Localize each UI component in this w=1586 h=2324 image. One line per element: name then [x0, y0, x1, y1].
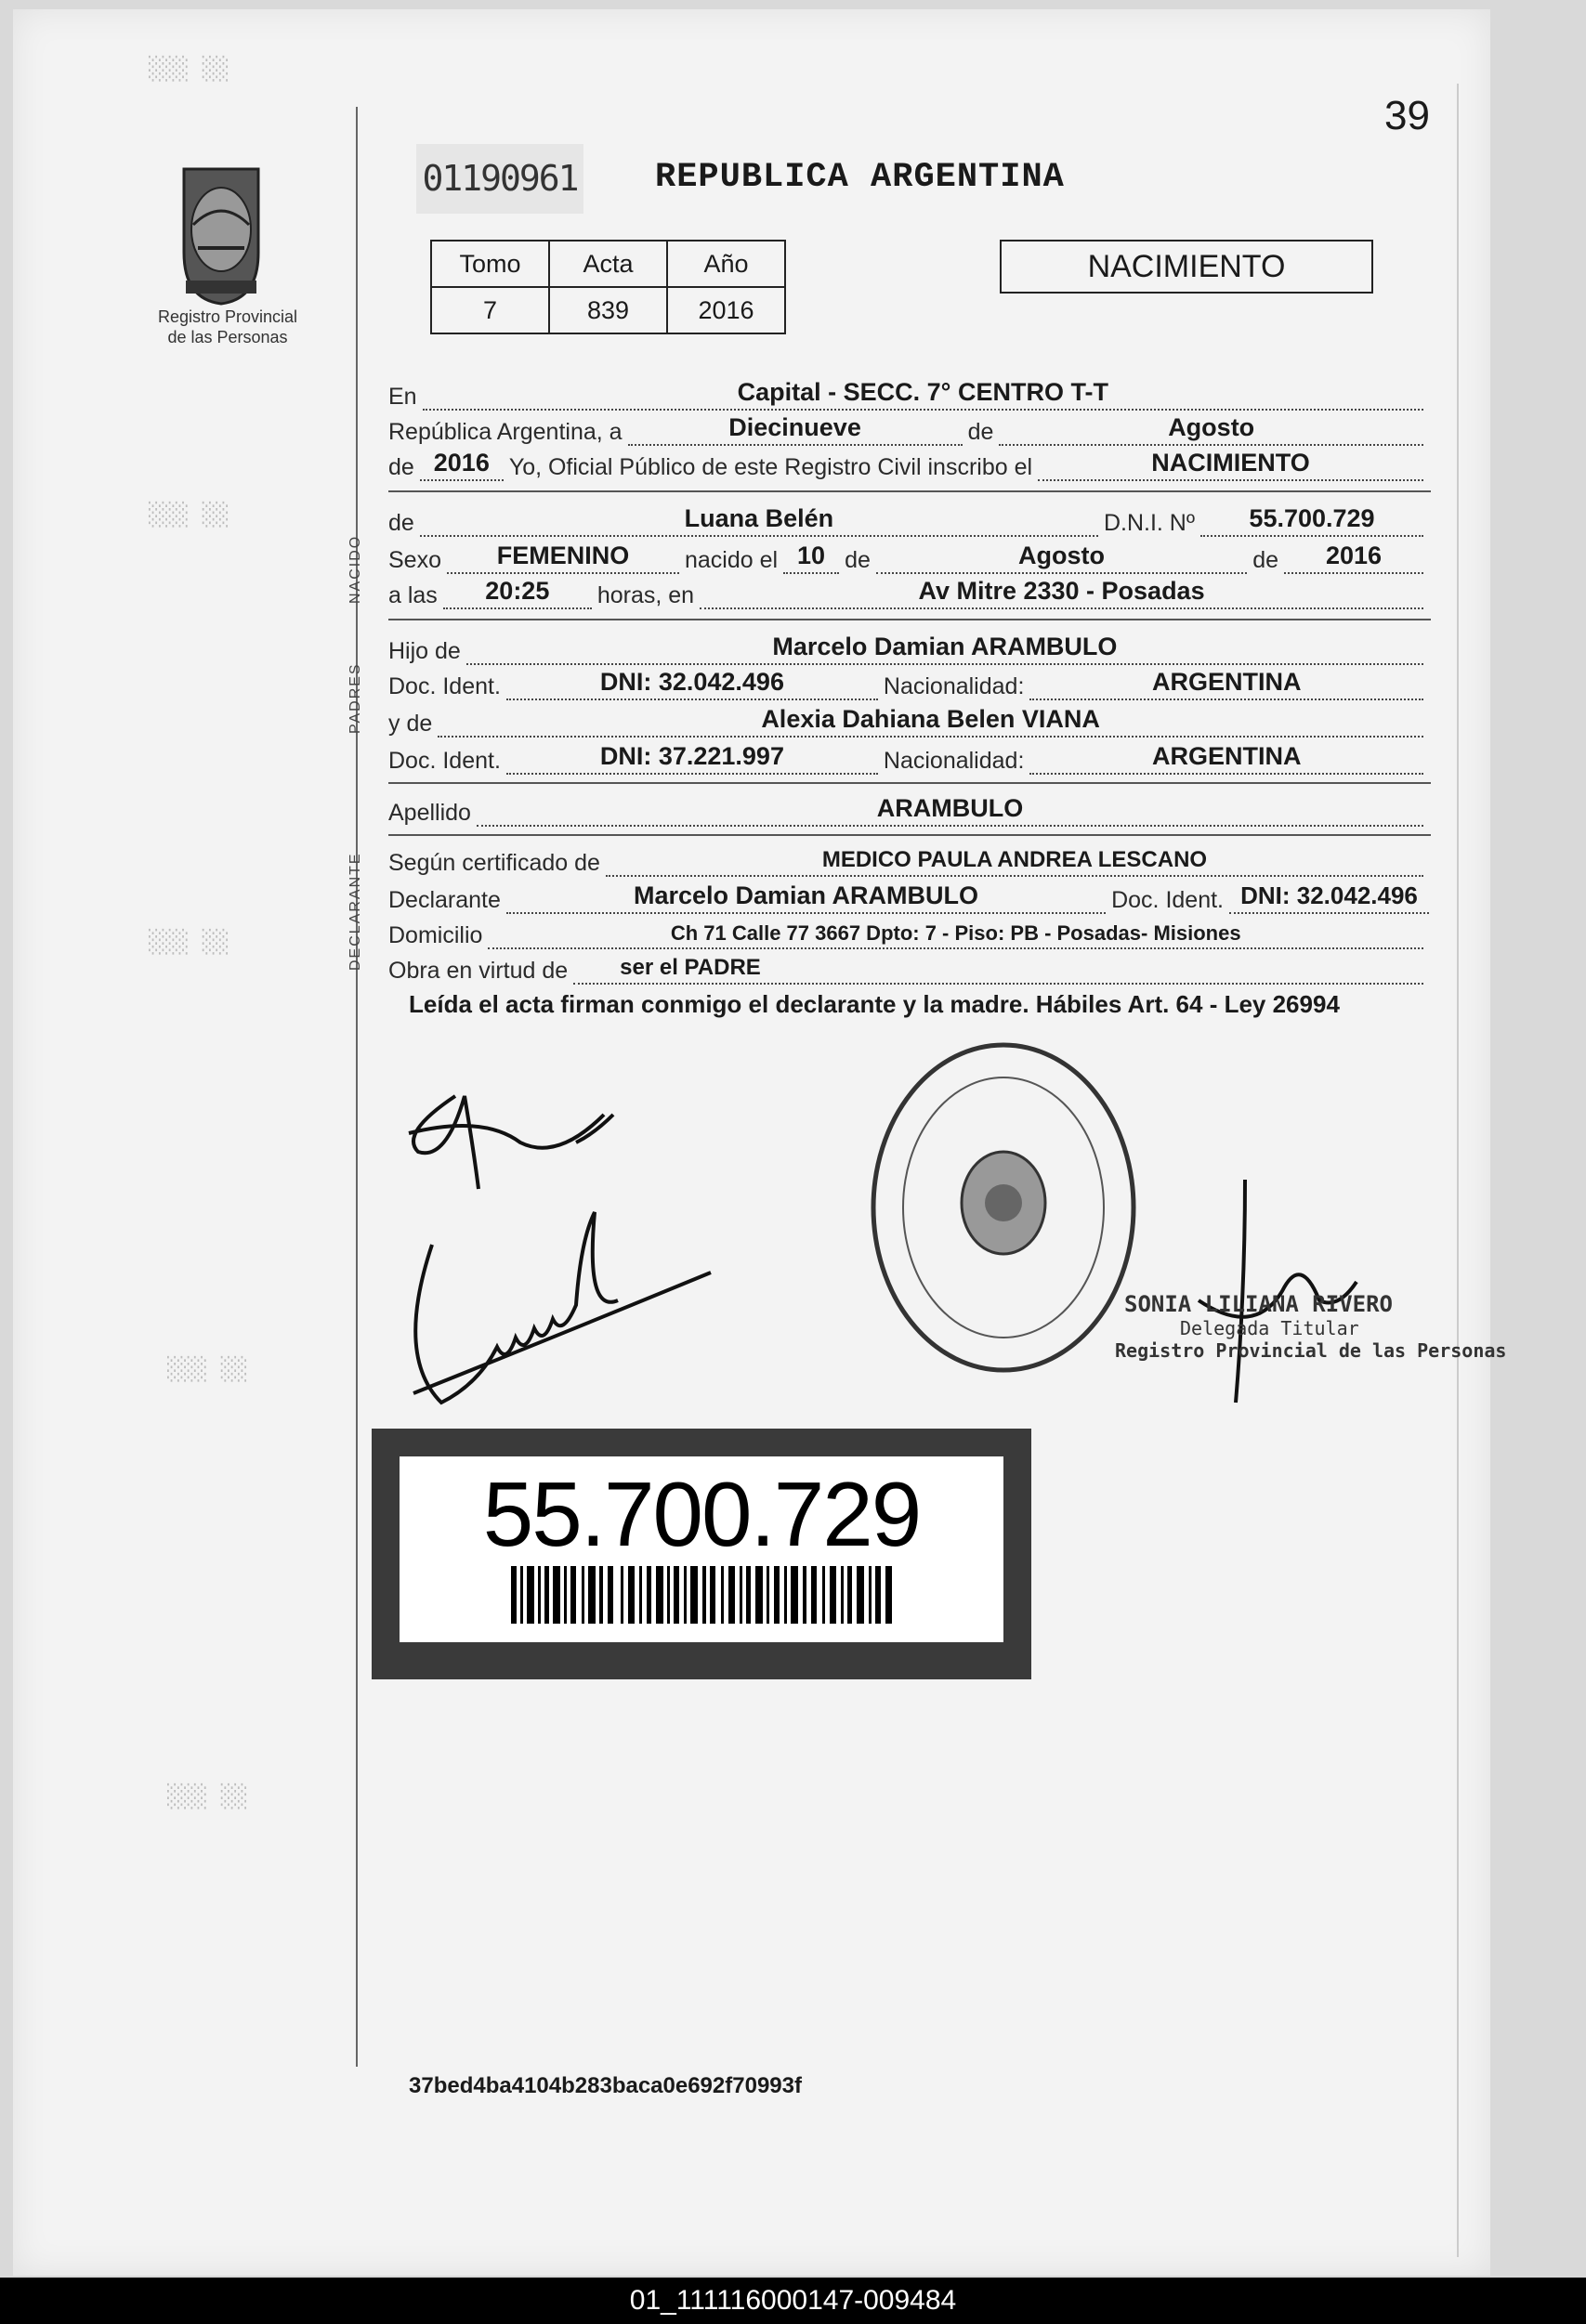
- barcode-icon: [511, 1566, 892, 1624]
- bleed-mark: ░░░ ░░: [149, 929, 229, 955]
- value-mes-nac: Agosto: [1018, 542, 1106, 569]
- label-dni: D.N.I. Nº: [1103, 510, 1195, 536]
- registry-line2: de las Personas: [167, 328, 288, 346]
- signer-name: SONIA LILIANA RIVERO: [1124, 1291, 1393, 1317]
- label-nacido-el: nacido el: [684, 547, 779, 573]
- value-dia-nac: 10: [797, 542, 826, 569]
- value-declarante: Marcelo Damian ARAMBULO: [633, 881, 979, 909]
- row-nombre: [388, 504, 1429, 537]
- label-de: de: [967, 419, 994, 445]
- row-sexo-fecha: [388, 542, 1429, 574]
- official-stamp-icon: [864, 1036, 1143, 1379]
- label-nacionalidad: Nacionalidad:: [883, 673, 1025, 699]
- certificate-page: [13, 9, 1490, 2276]
- right-margin-rule: [1457, 84, 1459, 2257]
- label-republica: República Argentina, a: [388, 419, 623, 445]
- label-hijo-de: Hijo de: [388, 638, 461, 664]
- label-a-las: a las: [388, 582, 438, 608]
- row-padre-doc: [388, 668, 1429, 700]
- label-de: de: [388, 510, 414, 536]
- label-segun: Según certificado de: [388, 850, 600, 876]
- row-apellido: [388, 794, 1429, 827]
- row-fecha-inscripcion: [388, 413, 1429, 446]
- label-declarante: Declarante: [388, 887, 501, 913]
- barcode-inner: [400, 1456, 1003, 1642]
- barcode-label: [372, 1429, 1031, 1679]
- section-label-declarante: DECLARANTE: [347, 852, 363, 971]
- bleed-mark: ░░░ ░░: [149, 56, 229, 82]
- header-tomo: Tomo: [431, 241, 549, 287]
- value-anio-nac: 2016: [1325, 542, 1383, 569]
- signer-office: Registro Provincial de las Personas: [1115, 1339, 1507, 1362]
- signer-role: Delegada Titular: [1180, 1317, 1359, 1339]
- value-nombre: Luana Belén: [684, 504, 834, 532]
- record-type-box: NACIMIENTO: [1000, 240, 1373, 294]
- value-acta: 839: [549, 287, 667, 333]
- label-horas-en: horas, en: [596, 582, 695, 608]
- header-acta: Acta: [549, 241, 667, 287]
- document-title: REPUBLICA ARGENTINA: [655, 158, 1065, 197]
- value-obra: ser el PADRE: [620, 955, 761, 980]
- closing-note: Leída el acta firman conmigo el declarante y la madre. Hábiles Art. 64 - Ley 26994: [409, 990, 1340, 1018]
- row-lugar: [388, 378, 1429, 411]
- row-hora-lugar: [388, 577, 1429, 609]
- value-dni: 55.700.729: [1249, 504, 1375, 532]
- value-certificado: MEDICO PAULA ANDREA LESCANO: [821, 847, 1208, 872]
- signature-madre-icon: [395, 1208, 729, 1421]
- divider: [388, 490, 1431, 492]
- registry-line1: Registro Provincial: [157, 307, 298, 326]
- label-doc-ident: Doc. Ident.: [1111, 887, 1224, 913]
- value-madre-doc: DNI: 37.221.997: [599, 742, 784, 770]
- value-madre: Alexia Dahiana Belen VIANA: [761, 705, 1100, 733]
- label-de: de: [845, 547, 871, 573]
- label-doc-ident: Doc. Ident.: [388, 673, 501, 699]
- signer-block: [1115, 1291, 1507, 1362]
- label-de: de: [388, 454, 414, 480]
- label-en: En: [388, 384, 417, 410]
- barcode-number: 55.700.729: [482, 1463, 921, 1565]
- value-anio-inscripcion: 2016: [433, 449, 490, 477]
- value-mes-inscripcion: Agosto: [1168, 413, 1255, 441]
- signature-declarante-icon: [390, 1059, 650, 1208]
- value-tipo: NACIMIENTO: [1151, 449, 1310, 477]
- document-hash: 37bed4ba4104b283baca0e692f70993f: [409, 2073, 802, 2098]
- divider: [388, 619, 1431, 620]
- label-domicilio: Domicilio: [388, 922, 483, 948]
- row-domicilio: [388, 921, 1429, 949]
- row-obra: [388, 957, 1429, 985]
- serial-number: 01190961: [416, 144, 583, 214]
- bleed-mark: ░░░ ░░: [167, 1356, 248, 1382]
- value-hora: 20:25: [485, 577, 550, 605]
- label-sexo: Sexo: [388, 547, 441, 573]
- province-seal-icon: [165, 160, 277, 308]
- section-label-nacido: NACIDO: [347, 534, 363, 604]
- label-apellido: Apellido: [388, 800, 471, 826]
- divider: [388, 834, 1431, 836]
- label-yo: Yo, Oficial Público de este Registro Civil inscribo el: [508, 454, 1033, 480]
- label-obra: Obra en virtud de: [388, 958, 569, 984]
- bleed-mark: ░░░ ░░: [149, 502, 229, 528]
- value-padre: Marcelo Damian ARAMBULO: [772, 633, 1118, 660]
- value-anio: 2016: [667, 287, 785, 333]
- value-dia-inscripcion: Diecinueve: [728, 413, 861, 441]
- registry-name: [139, 307, 316, 347]
- section-label-padres: PADRES: [347, 662, 363, 734]
- label-de: de: [1252, 547, 1278, 573]
- value-apellido: ARAMBULO: [876, 794, 1024, 822]
- row-declarante: [388, 881, 1429, 914]
- bleed-mark: ░░░ ░░: [167, 1783, 248, 1809]
- value-tomo: 7: [431, 287, 549, 333]
- value-lugar-nac: Av Mitre 2330 - Posadas: [918, 577, 1205, 605]
- header-anio: Año: [667, 241, 785, 287]
- value-sexo: FEMENINO: [496, 542, 630, 569]
- page-number: 39: [1384, 93, 1430, 138]
- row-madre: [388, 705, 1429, 738]
- value-declarante-doc: DNI: 32.042.496: [1240, 881, 1418, 909]
- row-madre-doc: [388, 742, 1429, 775]
- value-domicilio: Ch 71 Calle 77 3667 Dpto: 7 - Piso: PB - Posadas- Misiones: [670, 921, 1241, 945]
- row-certificado: [388, 849, 1429, 877]
- left-margin-rule: [356, 107, 358, 2067]
- label-y-de: y de: [388, 711, 433, 737]
- divider: [388, 782, 1431, 784]
- row-padre: [388, 633, 1429, 665]
- row-inscribo: [388, 449, 1429, 481]
- value-padre-doc: DNI: 32.042.496: [599, 668, 784, 696]
- scan-footer: 01_111116000147-009484: [0, 2278, 1586, 2324]
- value-madre-nac: ARGENTINA: [1151, 742, 1302, 770]
- value-padre-nac: ARGENTINA: [1151, 668, 1302, 696]
- label-doc-ident: Doc. Ident.: [388, 748, 501, 774]
- value-lugar: Capital - SECC. 7° CENTRO T-T: [737, 378, 1108, 406]
- record-table: [430, 240, 786, 334]
- label-nacionalidad: Nacionalidad:: [883, 748, 1025, 774]
